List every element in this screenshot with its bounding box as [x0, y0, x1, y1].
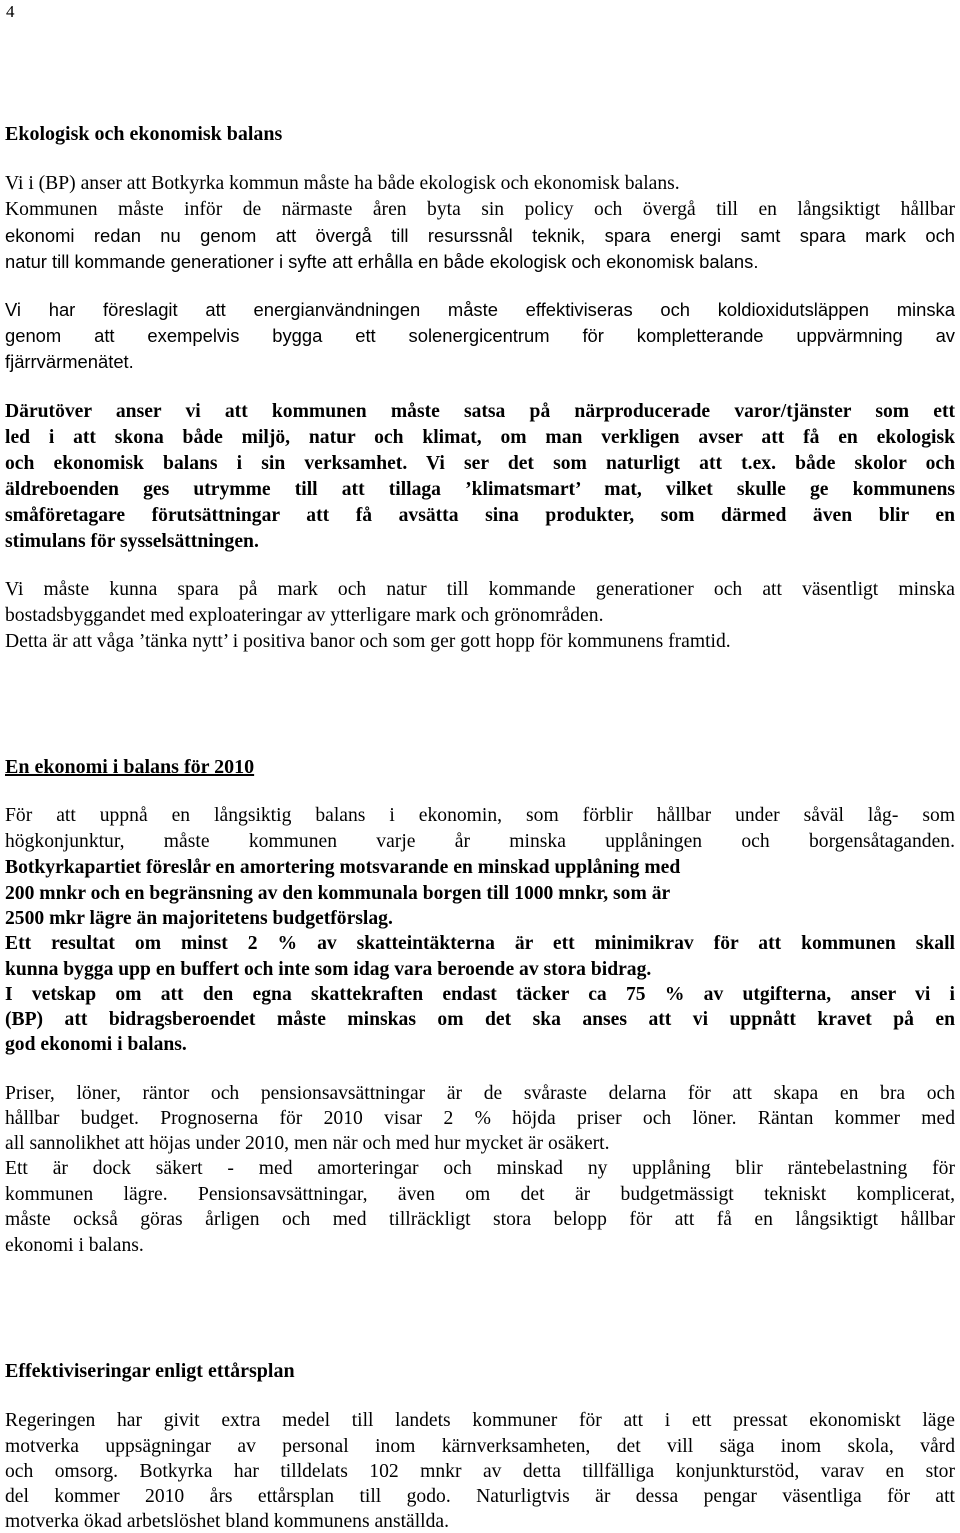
text-line: (BP) att bidragsberoendet måste minskas om det ska anses att vi uppnått kravet på en: [5, 1009, 955, 1030]
text-line: natur till kommande generationer i syfte att erhålla en både ekologisk och ekonomisk balans.: [5, 251, 759, 272]
section-heading: Ekologisk och ekonomisk balans: [5, 123, 283, 145]
text-line: ekonomi redan nu genom att övergå till resurssnål teknik, spara energi samt spara mark och: [5, 225, 955, 246]
page-number: 4: [6, 2, 15, 21]
text-line: Regeringen har givit extra medel till landets kommuner för att i ett pressat ekonomiskt läge: [5, 1410, 955, 1431]
text-line: och omsorg. Botkyrka har tilldelats 102 mnkr av detta tillfälliga konjunkturstöd, varav en stor: [5, 1461, 955, 1482]
text-line: stimulans för sysselsättningen.: [5, 531, 259, 552]
text-line: I vetskap om att den egna skattekraften endast täcker ca 75 % av utgifterna, anser vi i: [5, 984, 955, 1005]
text-line: kommunen lägre. Pensionsavsättningar, även om det är budgetmässigt tekniskt komplicerat,: [5, 1184, 955, 1205]
text-line: måste också göras årligen och med tillräckligt stora belopp för att få en långsiktigt hållbar: [5, 1209, 955, 1230]
text-line: högkonjunktur, måste kommunen varje år minska upplåningen och borgensåtaganden.: [5, 831, 955, 852]
text-line: För att uppnå en långsiktig balans i ekonomin, som förblir hållbar under såväl låg- som: [5, 805, 955, 826]
text-line: fjärrvärmenätet.: [5, 351, 134, 372]
text-line: bostadsbyggandet med exploateringar av ytterligare mark och grönområden.: [5, 605, 604, 626]
text-line: äldreboenden ges utrymme till att tillaga ’klimatsmart’ mat, vilket skulle ge kommunens: [5, 479, 955, 500]
text-line: kunna bygga upp en buffert och inte som idag vara beroende av stora bidrag.: [5, 959, 652, 980]
text-line: 200 mnkr och en begränsning av den kommunala borgen till 1000 mnkr, som är: [5, 883, 671, 904]
text-line: småföretagare förutsättningar att få avsätta sina produkter, som därmed även blir en: [5, 505, 955, 526]
text-line: del kommer 2010 års ettårsplan till godo. Naturligtvis är dessa pengar väsentliga för att: [5, 1486, 955, 1507]
text-line: hållbar budget. Prognoserna för 2010 visar 2 % höjda priser och löner. Räntan kommer med: [5, 1108, 955, 1129]
text-line: ekonomi i balans.: [5, 1235, 144, 1256]
text-line: motverka uppsägningar av personal inom kärnverksamheten, det vill säga inom skola, vård: [5, 1436, 955, 1457]
text-line: Därutöver anser vi att kommunen måste satsa på närproducerade varor/tjänster som ett: [5, 401, 955, 422]
text-line: Vi har föreslagit att energianvändningen måste effektiviseras och koldioxidutsläppen minska: [5, 299, 955, 320]
text-line: 2500 mkr lägre än majoritetens budgetförslag.: [5, 908, 393, 929]
section-heading: Effektiviseringar enligt ettårsplan: [5, 1360, 295, 1382]
text-line: led i att skona både miljö, natur och klimat, om man verkligen avser att få en ekologisk: [5, 427, 955, 448]
text-line: genom att exempelvis bygga ett solenergicentrum för kompletterande uppvärmning av: [5, 325, 955, 346]
text-line: Ett resultat om minst 2 % av skatteintäkterna är ett minimikrav för att kommunen skall: [5, 933, 955, 954]
text-line: Priser, löner, räntor och pensionsavsättningar är de svåraste delarna för att skapa en bra och: [5, 1083, 955, 1104]
text-line: Kommunen måste inför de närmaste åren byta sin policy och övergå till en långsiktigt hållbar: [5, 199, 955, 220]
section-heading: En ekonomi i balans för 2010: [5, 756, 255, 778]
text-line: Ett är dock säkert - med amorteringar och minskad ny upplåning blir räntebelastning för: [5, 1158, 955, 1179]
text-line: Botkyrkapartiet föreslår en amortering motsvarande en minskad upplåning med: [5, 857, 681, 878]
text-line: Detta är att våga ’tänka nytt’ i positiva banor och som ger gott hopp för kommunens framtid.: [5, 631, 731, 652]
text-line: motverka ökad arbetslöshet bland kommunens anställda.: [5, 1511, 450, 1532]
text-line: Vi måste kunna spara på mark och natur till kommande generationer och att väsentligt minska: [5, 579, 955, 600]
text-line: Vi i (BP) anser att Botkyrka kommun måste ha både ekologisk och ekonomisk balans.: [5, 173, 680, 194]
text-line: god ekonomi i balans.: [5, 1034, 187, 1055]
text-line: all sannolikhet att höjas under 2010, men när och med hur mycket är osäkert.: [5, 1133, 610, 1154]
text-line: och ekonomisk balans i sin verksamhet. Vi ser det som naturligt att t.ex. både skolor och: [5, 453, 955, 474]
